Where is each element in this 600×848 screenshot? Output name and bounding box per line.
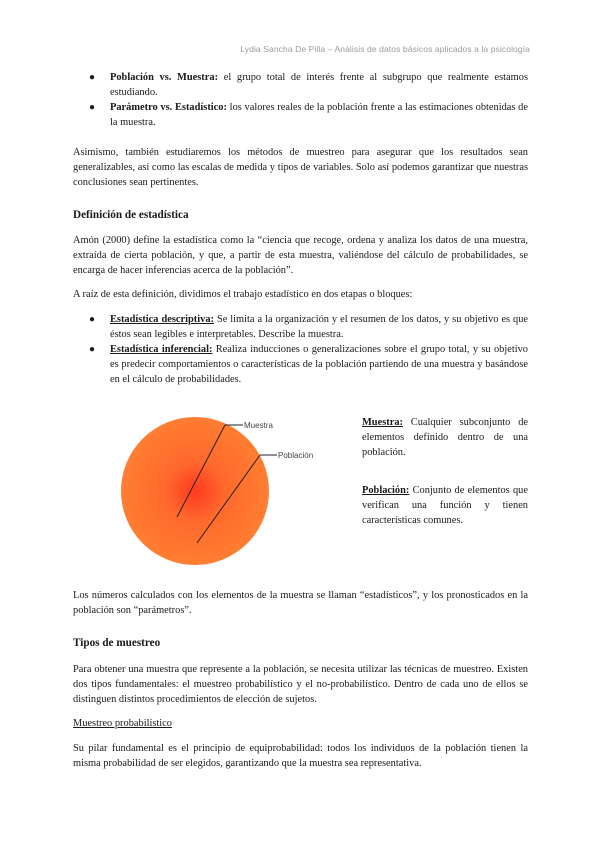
list-item-term: Población vs. Muestra:: [110, 72, 219, 83]
list-item-text: el grupo total de interés frente al subgrupo que realmente estamos estudiando.: [110, 72, 528, 98]
paragraph-methods: Asimismo, también estudiaremos los métodos de muestreo para asegurar que los resultados sean generalizables, así como las escalas de medida y tipos de variables. Solo así podemos garantizar que nuestras conclusiones sean pertinentes.: [73, 147, 528, 188]
list-item-text: los valores reales de la población frente a las estimaciones obtenidas de la muestra.: [110, 102, 528, 128]
paragraph-division: A raíz de esta definición, dividimos el trabajo estadístico en dos etapas o bloques:: [73, 289, 413, 300]
bullet-dot-icon: ●: [89, 102, 96, 113]
definition-poblacion: [362, 483, 528, 528]
population-sample-diagram: [115, 405, 345, 577]
page-content: [73, 70, 528, 771]
definition-term: Muestra:: [362, 417, 403, 428]
definition-text: Conjunto de elementos que verifican una función y tienen características comunes.: [362, 485, 528, 526]
label-poblacion: Población: [278, 451, 314, 460]
bullet-dot-icon: ●: [89, 72, 96, 83]
list-item: [73, 342, 528, 387]
sample-circle: [165, 461, 225, 521]
section-heading-definicion: Definición de estadística: [73, 209, 189, 221]
paragraph-sampling-types: Para obtener una muestra que represente a la población, se necesita utilizar las técnicas de muestreo. Existen dos tipos fundamentales: el muestreo probabilístico y el no-probabilístico. Dentro de cada uno de ellos se distinguen distintos procedimientos de elección de sujetos.: [73, 664, 528, 705]
list-item-term: Estadística descriptiva:: [110, 314, 214, 325]
definition-term: Población:: [362, 485, 410, 496]
list-item-text: Se limita a la organización y el resumen de los datos, y su objetivo es que éstos sean legibles e interpretables. Describe la muestra.: [110, 314, 528, 340]
subheading-muestreo-probabilistico: Muestreo probabilístico: [73, 718, 172, 729]
bullet-list-stats-types: [73, 312, 528, 387]
label-muestra: Muestra: [244, 421, 273, 430]
definition-text: Cualquier subconjunto de elementos definido dentro de una población.: [362, 417, 528, 458]
page-header: Lydia Sancha De Pilla – Análisis de datos básicos aplicados a la psicología: [240, 44, 530, 54]
bullet-list-concepts: [73, 70, 528, 130]
definition-muestra: [362, 415, 528, 460]
list-item: [73, 70, 528, 100]
bullet-dot-icon: ●: [89, 344, 96, 355]
paragraph-estadisticos: Los números calculados con los elementos de la muestra se llaman “estadísticos”, y los pronosticados en la población son “parámetros”.: [73, 590, 528, 616]
section-heading-tipos-muestreo: Tipos de muestreo: [73, 637, 161, 649]
list-item: [73, 100, 528, 130]
population-sample-figure: [73, 405, 528, 577]
list-item-term: Parámetro vs. Estadístico:: [110, 102, 227, 113]
paragraph-equiprobabilidad: Su pilar fundamental es el principio de equiprobabilidad: todos los individuos de la población tienen la misma probabilidad de ser elegidos, garantizando que la muestra sea representativa.: [73, 743, 528, 769]
list-item: [73, 312, 528, 342]
bullet-dot-icon: ●: [89, 314, 96, 325]
list-item-term: Estadística inferencial:: [110, 344, 213, 355]
figure-definitions: [362, 415, 528, 528]
list-item-text: Realiza inducciones o generalizaciones sobre el grupo total, y su objetivo es predecir comportamientos o características de la población partiendo de una muestra y basándose en el cálculo de probabilidades.: [110, 344, 528, 385]
paragraph-definition: Amón (2000) define la estadística como la “ciencia que recoge, ordena y analiza los datos de una muestra, extraída de cierta población, y que, a partir de esta muestra, valiéndose del cálculo de probabilidades, se encarga de hacer inferencias acerca de la población”.: [73, 235, 528, 276]
